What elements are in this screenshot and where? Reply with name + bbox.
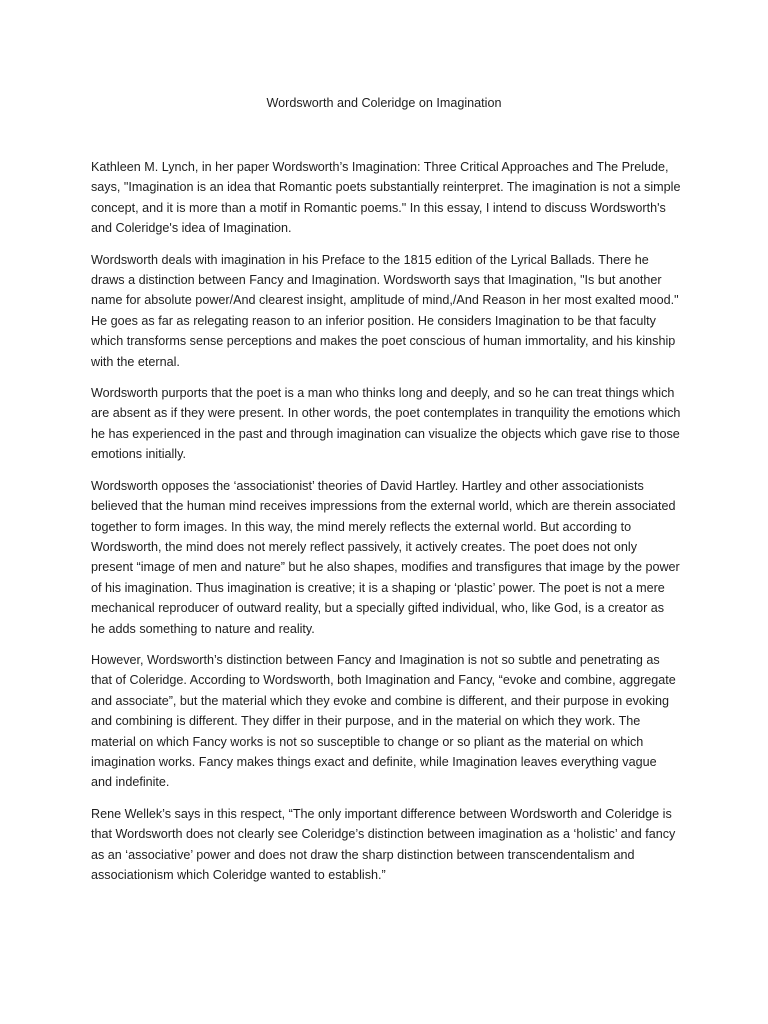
- paragraph-associationist: Wordsworth opposes the ‘associationist’ theories of David Hartley. Hartley and other associationists believed that the human mind receives impressions from the external world, which are therein associated together to form images. In this way, the mind merely reflects the external world. But according to Wordsworth, the mind does not merely reflect passively, it actively creates. The poet does not only present “image of men and nature” but he also shapes, modifies and transfigures that image by the power of his imagination. Thus imagination is creative; it is a shaping or ‘plastic’ power. The poet is not a mere mechanical reproducer of outward reality, but a specially gifted individual, who, like God, is a creator as he adds something to nature and reality.: [91, 478, 680, 636]
- paragraph-fancy-imagination: However, Wordsworth’s distinction between Fancy and Imagination is not so subtle and penetrating as that of Coleridge. According to Wordsworth, both Imagination and Fancy, “evoke and combine, aggregate and associate”, but the material which they evoke and combine is different, and their purpose in evoking and combining is different. They differ in their purpose, and in the material on which they work. The material on which Fancy works is not so susceptible to change or so pliant as the material on which imagination works. Fancy makes things exact and definite, while Imagination leaves everything vague and indefinite.: [91, 652, 676, 790]
- document-title: Wordsworth and Coleridge on Imagination: [266, 96, 502, 110]
- paragraph-preface: Wordsworth deals with imagination in his Preface to the 1815 edition of the Lyrical Ballads. There he draws a distinction between Fancy and Imagination. Wordsworth says that Imagination, "Is but another name for absolute power/And clearest insight, amplitude of mind,/And Reason in her most exalted mood." He goes as far as relegating reason to an inferior position. He considers Imagination to be that faculty which transforms sense perceptions and makes the poet conscious of human immortality, and his kinship with the eternal.: [91, 252, 679, 369]
- paragraph-poet-purports: Wordsworth purports that the poet is a man who thinks long and deeply, and so he can treat things which are absent as if they were present. In other words, the poet contemplates in tranquility the emotions which he has experienced in the past and through imagination can visualize the objects which gave rise to those emotions initially.: [91, 386, 681, 462]
- document-body: [91, 157, 681, 896]
- paragraph-wellek: Rene Wellek’s says in this respect, “The only important difference between Wordsworth and Coleridge is that Wordsworth does not clearly see Coleridge’s distinction between imagination as a ‘holistic’ and fancy as an ‘associative’ power and does not draw the sharp distinction between transcendentalism and associationism which Coleridge wanted to establish.”: [91, 806, 676, 882]
- paragraph-intro: Kathleen M. Lynch, in her paper Wordsworth’s Imagination: Three Critical Approaches and The Prelude, says, "Imagination is an idea that Romantic poets substantially reinterpret. The imagination is not a simple concept, and it is more than a motif in Romantic poems." In this essay, I intend to discuss Wordsworth's and Coleridge's idea of Imagination.: [91, 160, 681, 236]
